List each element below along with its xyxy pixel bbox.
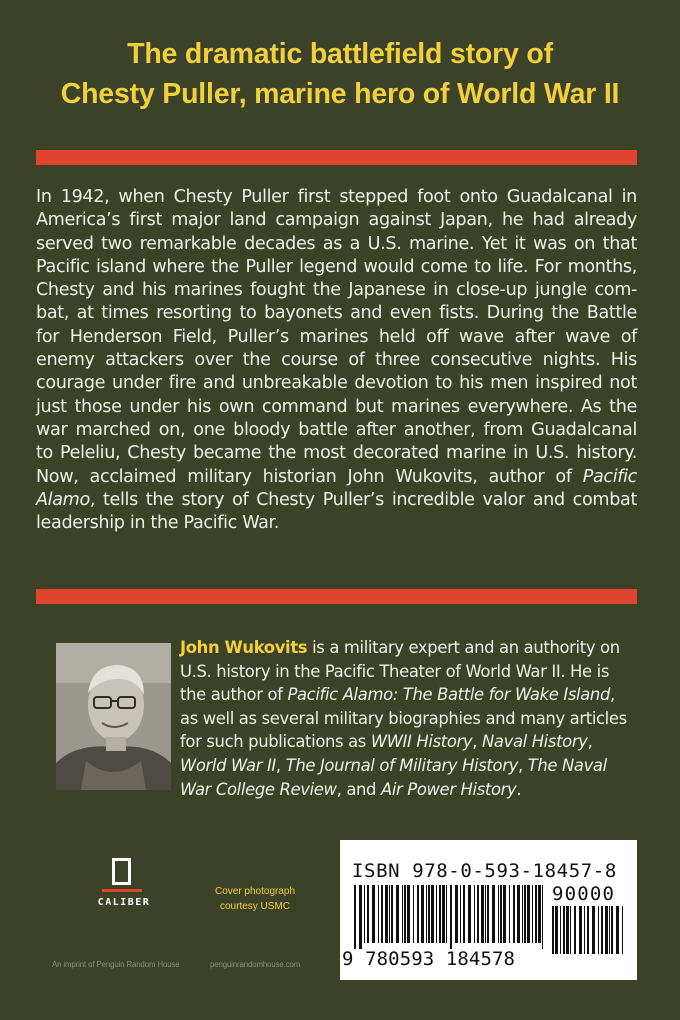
- barcode-bar: [359, 885, 362, 949]
- barcode-bar: [566, 906, 569, 954]
- ean-bars: [354, 885, 546, 949]
- barcode-bar: [522, 885, 523, 943]
- bio-line: [180, 730, 625, 754]
- barcode-bar: [498, 885, 499, 943]
- barcode-bar: [391, 885, 393, 943]
- bio-text: for such publications as: [180, 732, 371, 752]
- description-line: enemy attackers over the course of three consecutive nights. His: [36, 350, 637, 371]
- barcode-bar: [436, 885, 437, 943]
- barcode-bar: [455, 885, 458, 943]
- barcode-bar: [372, 885, 375, 943]
- bio-text: ,: [517, 755, 528, 775]
- book-title-italic: Pacific: [582, 466, 637, 487]
- publication-italic: Air Power History: [380, 779, 517, 799]
- description-line: war marched on, one bloody battle after another, from Guadalcanal: [36, 419, 637, 440]
- description-line: [36, 466, 637, 489]
- barcode-bar: [421, 885, 424, 943]
- headline-line-1: The dramatic battlefield story of: [127, 38, 553, 70]
- barcode-bar: [500, 885, 502, 943]
- bio-text: ,: [610, 685, 615, 705]
- barcode-bar: [485, 885, 486, 943]
- author-portrait-image: [56, 643, 171, 790]
- bio-text: is a military expert and an authority on: [307, 638, 620, 657]
- barcode-bar: [426, 885, 427, 943]
- credit-line-2: courtesy USMC: [219, 901, 290, 912]
- barcode-bar: [431, 885, 434, 943]
- barcode-bar: [404, 885, 406, 943]
- publication-italic: WWII History: [370, 732, 473, 752]
- barcode-bar: [598, 906, 599, 954]
- barcode-bar: [563, 906, 565, 954]
- barcode-bar: [570, 906, 571, 954]
- headline-line-2: Chesty Puller, marine hero of World War II: [60, 78, 620, 110]
- author-name: John Wukovits: [180, 638, 308, 657]
- description-line: Pacific island where the Puller legend would come to life. For months,: [36, 256, 637, 277]
- barcode-bar: [389, 885, 390, 943]
- publication-italic: World War II: [180, 755, 276, 775]
- bio-text: , and: [336, 779, 381, 799]
- barcode-bar: [509, 885, 510, 943]
- bio-text: .: [516, 779, 522, 799]
- barcode-bar: [378, 885, 379, 943]
- publication-italic: Naval History: [481, 732, 588, 752]
- description-line: [36, 489, 637, 512]
- barcode-bar: [439, 885, 441, 943]
- bio-line: [180, 778, 625, 802]
- description-line: America’s first major land campaign against Japan, he had already: [36, 210, 637, 231]
- description-line: Chesty and his marines fought the Japanese in close-up jungle com-: [36, 280, 637, 301]
- book-title-italic: Pacific Alamo: The Battle for Wake Island: [287, 685, 611, 705]
- description-line: courage under fire and unbreakable devotion to his men inspired not: [36, 373, 637, 394]
- barcode-bar: [407, 885, 410, 943]
- description-line: just those under his own command but marines everywhere. As the: [36, 396, 637, 417]
- barcode-bar: [413, 885, 414, 943]
- barcode-bar: [450, 885, 452, 949]
- barcode-bar: [601, 906, 603, 954]
- barcode-bar: [385, 885, 388, 943]
- bio-text: ,: [275, 755, 286, 775]
- barcode-bar: [622, 906, 623, 954]
- logo-text: CALIBER: [97, 897, 151, 908]
- barcode-bar: [474, 885, 475, 943]
- barcode-bar: [396, 885, 399, 943]
- barcode-bar: [481, 885, 484, 943]
- credit-line-1: Cover photograph: [214, 886, 296, 897]
- author-bio: [180, 636, 625, 801]
- barcode-bar: [587, 906, 589, 954]
- bio-line: [180, 754, 625, 778]
- barcode-bar: [503, 885, 506, 943]
- caliber-logo-icon: [112, 858, 131, 885]
- ean-digits: 9 780593 184578: [342, 948, 516, 970]
- barcode-bar: [574, 906, 576, 954]
- barcode-bar: [477, 885, 479, 943]
- isbn-label: ISBN 978-0-593-18457-8: [352, 860, 617, 882]
- bio-text: ,: [587, 732, 593, 752]
- barcode-bar: [605, 906, 608, 954]
- publication-italic: The Journal of Military History: [285, 755, 518, 775]
- barcode-bar: [527, 885, 530, 943]
- barcode-bar: [584, 906, 585, 954]
- photo-credit: [190, 884, 320, 914]
- headline: [20, 34, 660, 114]
- logo-underline: [102, 889, 142, 892]
- description-line: served two remarkable decades as a U.S. marine. Yet it was on that: [36, 233, 637, 254]
- barcode-bar: [517, 885, 520, 943]
- barcode-bar: [538, 885, 541, 943]
- barcode-bar: [428, 885, 430, 943]
- barcode-bar: [532, 885, 533, 943]
- barcode-bar: [524, 885, 526, 943]
- description-line: In 1942, when Chesty Puller first stepped foot onto Guadalcanal in: [36, 187, 637, 207]
- description-line: to Peleliu, Chesty became the most decorated marine in U.S. history.: [36, 443, 637, 464]
- publication-italic: The Naval: [527, 755, 607, 775]
- barcode-bar: [609, 906, 610, 954]
- top-divider: [36, 150, 637, 165]
- addon-bars: [552, 906, 626, 960]
- barcode-bar: [535, 885, 537, 943]
- barcode-bar: [487, 885, 489, 943]
- barcode-bar: [560, 906, 561, 954]
- barcode-bar: [381, 885, 383, 943]
- bio-line: [180, 683, 625, 707]
- description-line: bat, at times resorting to bayonets and even fists. During the Battle: [36, 303, 637, 324]
- barcode-bar: [579, 906, 582, 954]
- barcode-bar: [555, 906, 558, 954]
- description-text: , tells the story of Chesty Puller’s incredible valor and combat: [89, 489, 637, 510]
- barcode-bar: [492, 885, 495, 943]
- caliber-logo: [82, 858, 166, 908]
- publication-italic: War College Review: [180, 779, 337, 799]
- barcode-bar: [446, 885, 447, 943]
- barcode-bar: [616, 906, 619, 954]
- website-text: penguinrandomhouse.com: [210, 960, 301, 969]
- book-description: [36, 186, 637, 535]
- barcode-bar: [402, 885, 403, 943]
- barcode-bar: [542, 885, 543, 949]
- barcode-bar: [513, 885, 515, 943]
- barcode-bar: [417, 885, 419, 943]
- isbn-barcode: [340, 840, 637, 980]
- barcode-bar: [468, 885, 471, 943]
- barcode-bar: [463, 885, 465, 943]
- barcode-bar: [442, 885, 445, 943]
- barcode-bar: [552, 906, 554, 954]
- barcode-bar: [367, 885, 369, 943]
- description-line: leadership in the Pacific War.: [36, 513, 280, 534]
- bottom-divider: [36, 589, 637, 604]
- bio-line: [180, 636, 625, 660]
- description-text: Now, acclaimed military historian John Wukovits, author of: [36, 466, 583, 487]
- bio-text: the author of: [180, 685, 288, 705]
- barcode-bar: [611, 906, 613, 954]
- description-line: for Henderson Field, Puller’s marines held off wave after wave of: [36, 326, 637, 347]
- author-photo: [56, 643, 171, 790]
- imprint-text: An imprint of Penguin Random House: [52, 960, 180, 969]
- bio-text: ,: [472, 732, 482, 752]
- barcode-bar: [364, 885, 365, 943]
- book-title-italic: Alamo: [36, 489, 90, 510]
- price-addon-digits: 90000: [552, 883, 616, 905]
- barcode-bar: [354, 885, 356, 949]
- bio-line: U.S. history in the Pacific Theater of World War II. He is: [180, 661, 610, 681]
- barcode-bar: [460, 885, 461, 943]
- bio-line: as well as several military biographies and many articles: [180, 708, 627, 728]
- barcode-bar: [592, 906, 595, 954]
